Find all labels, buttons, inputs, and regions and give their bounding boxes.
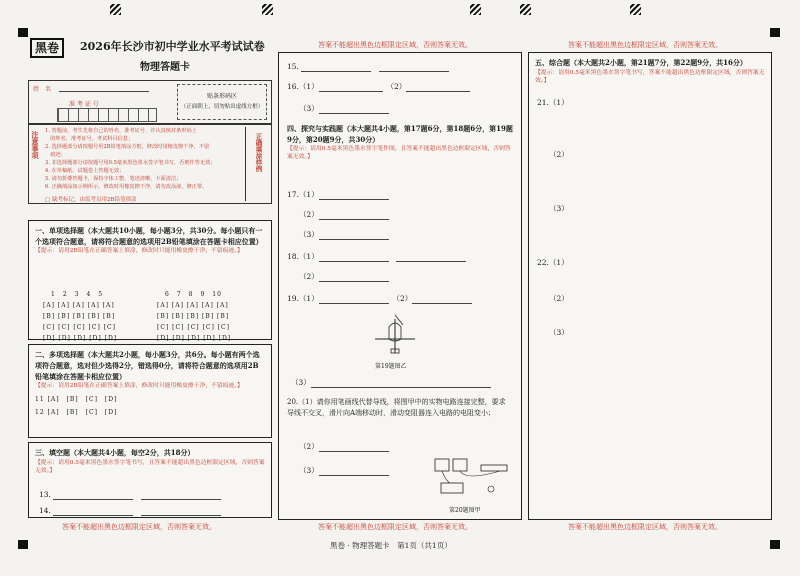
answer-line[interactable] (319, 254, 389, 262)
question-14-label: 14. (39, 506, 51, 515)
answer-line[interactable] (301, 64, 371, 72)
choice-row[interactable]: [C] [C] [C] [C] [C] (43, 324, 116, 331)
section-3-box (28, 442, 272, 518)
notes-list (45, 127, 241, 191)
choice-row[interactable]: [C] [C] [C] [C] [C] (157, 324, 230, 331)
barcode-area (177, 84, 267, 120)
answer-line[interactable] (379, 64, 449, 72)
section-5-header (535, 57, 767, 85)
question-19-part-3 (291, 377, 491, 388)
id-grid[interactable] (57, 108, 157, 122)
note-line: 2. 选择题部分请按题号用2B铅笔填涂方框，修改时用橡皮擦干净，不留 (45, 144, 210, 150)
question-19-part-2-label: （2） (396, 294, 413, 303)
section-5-title: 五、综合题（本大题共2小题，第21题7分，第22题9分，共16分） (535, 58, 747, 67)
answer-line[interactable] (319, 192, 389, 200)
question-19-label: 19.（1） (287, 294, 319, 303)
corner-mark (770, 540, 780, 549)
section-1-hint: 【提示：请用2B铅笔在正确答案上填涂，修改时只能用橡皮擦干净，不留痕迹。】 (35, 248, 243, 254)
question-18-part-2 (299, 271, 389, 282)
question-20-part-3 (299, 465, 389, 476)
timing-mark (262, 4, 273, 15)
question-17 (287, 189, 389, 200)
timing-mark (520, 4, 531, 15)
note-line: 4. 在草稿纸、试题卷上答题无效； (45, 168, 125, 174)
question-20: 20.（1）请你用笔画线代替导线，将图甲中的实物电路连接完整，要求导线不交叉，滑片向A端移动时，滑动变阻器连入电路的电阻变小； (287, 398, 506, 417)
answer-line[interactable] (319, 296, 389, 304)
page-footer: 黑卷 · 物理答题卡 第1页（共1页） (330, 541, 452, 550)
question-22[interactable]: 22.（1） (537, 258, 569, 267)
boundary-warning: 答案不能超出黑色边框限定区域，否则答案无效。 (62, 523, 216, 531)
corner-mark (18, 28, 28, 37)
choice-row[interactable]: [A] [A] [A] [A] [A] (43, 302, 115, 309)
barcode-note: （正面朝上，切勿贴出虚线方框） (180, 104, 264, 110)
choice-row[interactable]: [B] [B] [B] [B] [B] (157, 313, 230, 320)
question-20-part-2 (299, 441, 389, 452)
badge: 黑卷 (30, 38, 64, 58)
note-line: 痕迹； (45, 152, 66, 158)
note-line: 1. 答题前，考生先将自己的姓名、准考证号、并认真核对条形码上 (45, 128, 197, 134)
question-21[interactable]: 21.（1） (537, 98, 569, 107)
choice-row[interactable]: [D] [D] [D] [D] [D] (43, 335, 118, 342)
section-4-title: 四、探究与实践题（本大题共4小题，第17题6分，第18题6分，第19题9分，第20题9分，共30分） (287, 124, 513, 144)
choice-numbers-1-5: 1 2 3 4 5 (51, 291, 104, 298)
corner-mark (770, 28, 780, 37)
answer-line[interactable] (141, 508, 221, 516)
absent-checkbox[interactable]: □ (45, 197, 51, 203)
section-2-box (28, 344, 272, 438)
answer-line[interactable] (53, 508, 133, 516)
answer-line[interactable] (141, 492, 221, 500)
question-18 (287, 251, 466, 262)
answer-line[interactable] (319, 212, 389, 220)
answer-line[interactable] (319, 232, 389, 240)
choice-row-12[interactable]: 12 [A] [B] [C] [D] (35, 409, 118, 416)
choice-row[interactable]: [A] [A] [A] [A] [A] (157, 302, 229, 309)
question-16-part-3-label: （3） (299, 104, 319, 113)
note-line: 5. 请勿折叠答题卡，保持字体工整、笔迹清晰、卡面清洁； (45, 176, 182, 182)
question-16-label: 16.（1） (287, 82, 319, 91)
corner-mark (18, 540, 28, 549)
question-15 (287, 61, 449, 72)
boundary-warning: 答案不能超出黑色边框限定区域，否则答案无效。 (318, 41, 472, 49)
absent-note: 缺考标记，由监考员用2B铅笔填涂 (51, 197, 137, 203)
choice-row-11[interactable]: 11 [A] [B] [C] [D] (35, 396, 118, 403)
section-2-title: 二、多项选择题（本大题共2小题，每小题3分，共6分。每小题有两个选项符合题意，选对但少选得2分，错选得0分，请将符合题意的选项用2B铅笔填涂在答题卡相应位置） (35, 350, 260, 381)
question-18-label: 18.（1） (287, 252, 319, 261)
question-19 (287, 293, 472, 304)
exam-title: 2026年长沙市初中学业水平考试试卷 (80, 40, 265, 53)
boundary-warning: 答案不能超出黑色边框限定区域，否则答案无效。 (318, 523, 472, 531)
question-22-part-3[interactable]: （3） (549, 328, 569, 337)
barcode-title: 贴条形码区 (206, 93, 237, 100)
section-1-title: 一、单项选择题（本大题共10小题，每小题3分，共30分。每小题只有一个选项符合题意，请将符合题意的选项用2B铅笔填涂在答题卡相应位置） (35, 226, 263, 246)
notes-side-label: 注意事项 (31, 131, 40, 159)
question-19-part-3-label: （3） (291, 378, 311, 387)
name-field[interactable] (59, 91, 149, 92)
figure-20-circuit[interactable] (431, 455, 515, 501)
answer-line[interactable] (396, 254, 466, 262)
question-13-label: 13. (39, 490, 51, 499)
question-17-part-2-label: （2） (299, 210, 319, 219)
figure-20-caption: 第20题图甲 (449, 507, 481, 514)
question-17-label: 17.（1） (287, 190, 319, 199)
answer-line[interactable] (319, 444, 389, 452)
boundary-warning: 答案不能超出黑色边框限定区域，否则答案无效。 (568, 523, 722, 531)
question-21-part-3[interactable]: （3） (549, 204, 569, 213)
note-line: 3. 非选择题部分请按题号用0.5毫米黑色墨水签字笔书写，否则作答无效； (45, 160, 216, 166)
answer-line[interactable] (319, 274, 389, 282)
fill-example (245, 127, 271, 201)
candidate-info-box (28, 80, 272, 124)
timing-mark (110, 4, 121, 15)
answer-line[interactable] (319, 106, 389, 114)
note-line: 6. 正确填涂如示例所示，修改时用橡皮擦干净，请勿改涂液、修正带。 (45, 184, 208, 190)
answer-line[interactable] (319, 84, 383, 92)
section-4-header (287, 123, 515, 161)
choice-numbers-6-10: 6 7 8 9 10 (165, 291, 222, 298)
section-5-hint: 【提示：请用0.5毫米黑色墨水签字笔书写，答案不能超出黑色边框限定区域，否则答案无效。】 (535, 70, 765, 84)
answer-line[interactable] (319, 468, 389, 476)
question-16-part-3 (299, 103, 389, 114)
id-label: 准 考 证 号 (69, 101, 99, 108)
column-2-box (278, 52, 522, 520)
answer-line[interactable] (311, 380, 491, 388)
section-4-hint: 【提示：请用0.5毫米黑色墨水签字笔作图，且答案不能超出黑色边框限定区域，否则答案无效。】 (287, 146, 511, 160)
figure-19-caption: 第19题图乙 (375, 363, 407, 370)
question-16 (287, 81, 470, 92)
answer-line[interactable] (406, 84, 470, 92)
figure-19-diagram (365, 309, 425, 359)
notes-box (28, 124, 272, 204)
question-17-part-3 (299, 229, 389, 240)
question-18-part-2-label: （2） (299, 272, 319, 281)
question-21-part-2[interactable]: （2） (549, 150, 569, 159)
question-20-part-3-label: （3） (299, 466, 319, 475)
question-17-part-3-label: （3） (299, 230, 319, 239)
fill-example-label: 正确填涂样例 (254, 133, 263, 172)
column-3-box (528, 52, 772, 520)
question-14 (39, 505, 221, 516)
question-16-part-2-label: （2） (390, 82, 407, 91)
answer-line[interactable] (412, 296, 472, 304)
question-17-part-2 (299, 209, 389, 220)
timing-mark (630, 4, 641, 15)
section-3-title: 三、填空题（本大题共4小题，每空2分，共18分） (35, 448, 195, 457)
section-1-box (28, 220, 272, 340)
answer-line[interactable] (53, 492, 133, 500)
choice-row[interactable]: [B] [B] [B] [B] [B] (43, 313, 116, 320)
section-3-hint: 【提示：请用0.5毫米黑色墨水签字笔书写，且答案不能超出黑色边框限定区域，否则答案无效。】 (35, 460, 265, 474)
question-22-part-2[interactable]: （2） (549, 294, 569, 303)
question-13 (39, 489, 221, 500)
question-15-label: 15. (287, 62, 299, 71)
boundary-warning: 答案不能超出黑色边框限定区域，否则答案无效。 (568, 41, 722, 49)
absent-mark-row (45, 195, 137, 203)
sheet-title: 物理答题卡 (140, 62, 190, 73)
section-2-hint: 【提示：请用2B铅笔在正确答案上填涂，修改时只能用橡皮擦干净，不留痕迹。】 (35, 383, 243, 389)
choice-row[interactable]: [D] [D] [D] [D] [D] (157, 335, 232, 342)
timing-mark (470, 4, 481, 15)
note-line: 的姓名、准考证号，考试科目信息； (45, 136, 134, 142)
name-label: 姓 名 (33, 86, 52, 93)
question-20-part-2-label: （2） (299, 442, 319, 451)
